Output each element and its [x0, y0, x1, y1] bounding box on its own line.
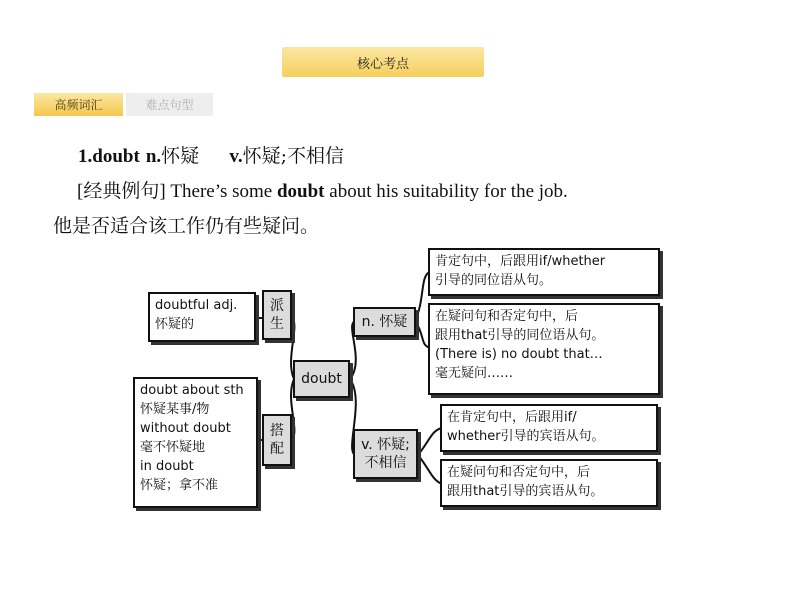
noun-node: n. 怀疑 [353, 307, 416, 337]
meaning-verb: 怀疑;不相信 [242, 145, 344, 167]
example-after: about his suitability for the job. [324, 181, 568, 202]
verb-usage-box-2: 在疑问句和否定句中，后 跟用that引导的宾语从句。 [440, 459, 658, 507]
center-node: doubt [293, 360, 350, 398]
pos-verb: v. [229, 146, 243, 167]
connector-verb-bottom [418, 455, 442, 484]
derivative-box: doubtful adj. 怀疑的 [148, 292, 256, 342]
connector-verb-top [418, 428, 442, 455]
collocations-box: doubt about sth 怀疑某事/物 without doubt 毫不怀疑地 in doubt 怀疑；拿不准 [133, 377, 258, 508]
example-translation: 他是否适合该工作仍有些疑问。 [53, 215, 320, 237]
verb-node: v. 怀疑; 不相信 [353, 429, 418, 479]
example-tag: [经典例句] [77, 181, 166, 202]
example-before: There’s some [165, 181, 277, 202]
noun-usage-box-1: 肯定句中，后跟用if/whether 引导的同位语从句。 [428, 248, 660, 296]
tab-difficult-sentences[interactable]: 难点句型 [126, 93, 213, 116]
noun-usage-box-2: 在疑问句和否定句中，后 跟用that引导的同位语从句。 (There is) no doubt that… 毫无疑问…… [428, 303, 660, 395]
pos-noun: n. [145, 146, 162, 167]
meaning-noun: 怀疑 [161, 145, 200, 167]
collocate-node: 搭 配 [262, 414, 292, 466]
example-keyword: doubt [276, 181, 325, 202]
section-banner: 核心考点 [282, 47, 484, 77]
verb-usage-box-1: 在肯定句中，后跟用if/ whether引导的宾语从句。 [440, 404, 658, 452]
derive-node: 派 生 [262, 290, 292, 340]
tab-high-frequency-words[interactable]: 高频词汇 [34, 93, 123, 116]
headword: 1.doubt [78, 146, 140, 167]
